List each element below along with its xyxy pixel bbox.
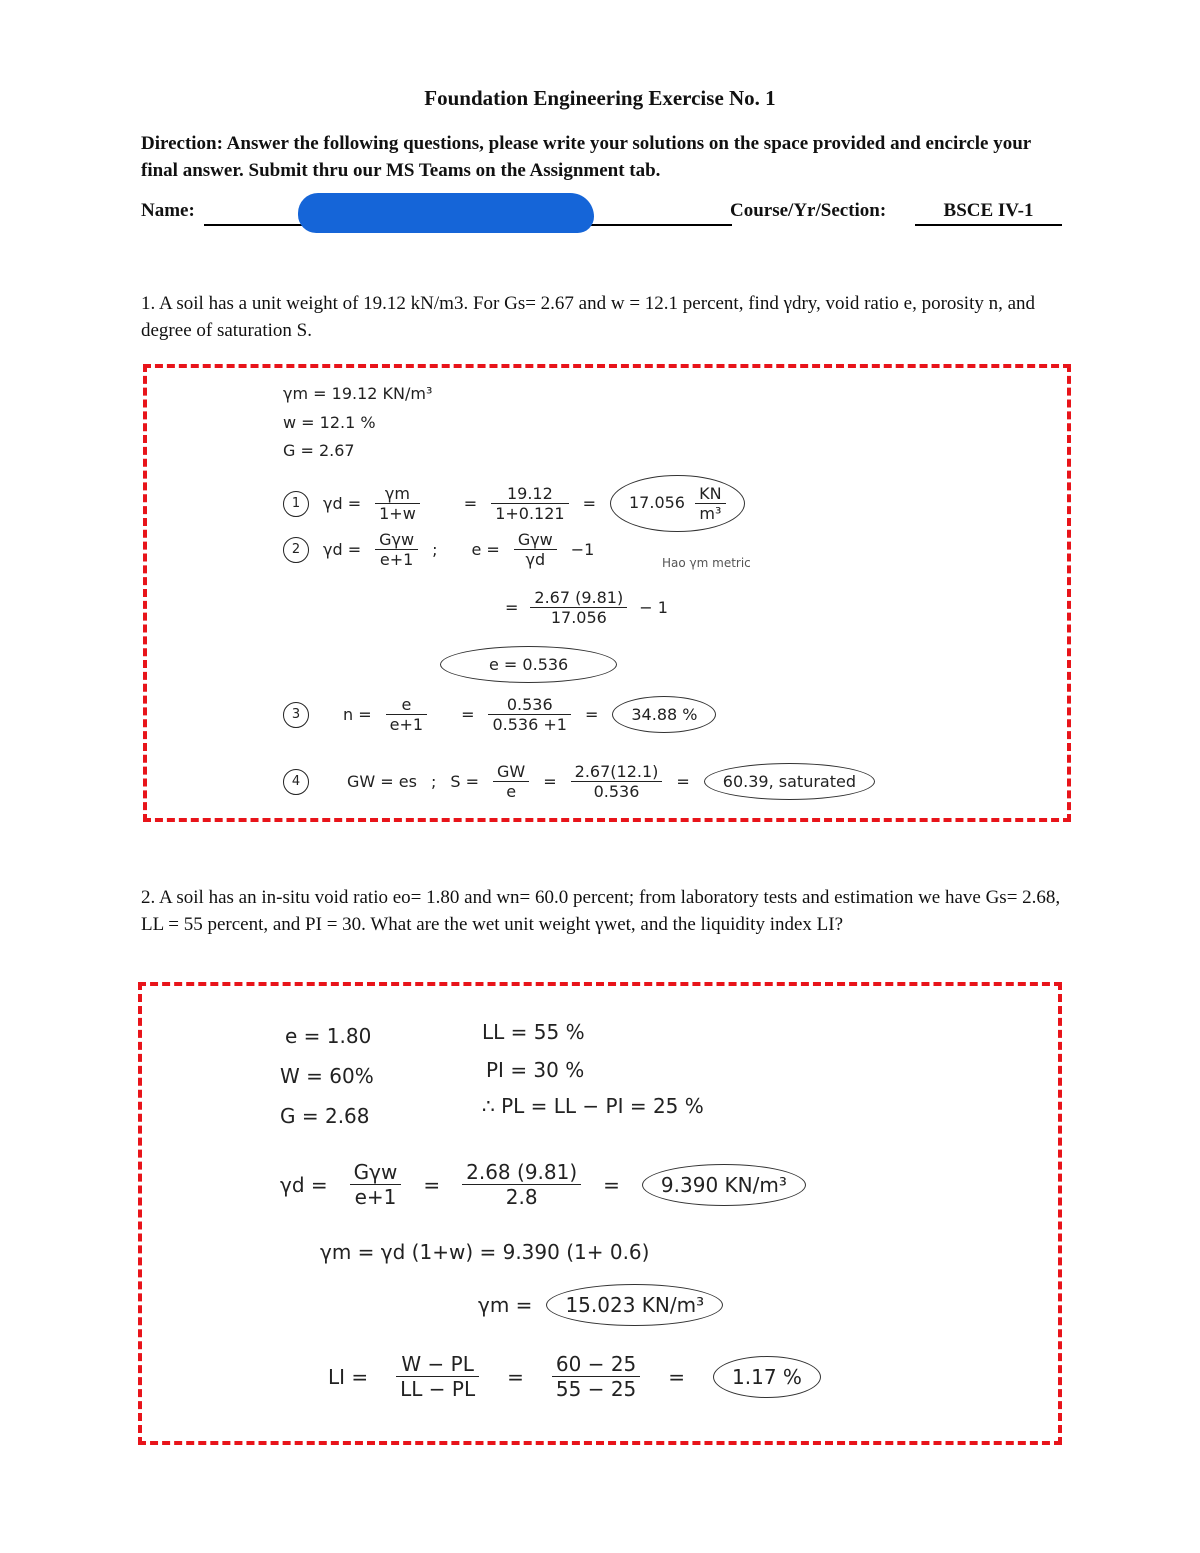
- step-number: 2: [283, 537, 309, 563]
- given-specific-gravity: G = 2.67: [283, 441, 355, 460]
- step-lhs: γd =: [323, 494, 362, 513]
- step-number: 4: [283, 769, 309, 795]
- given-plasticity-index: PI = 30 %: [486, 1058, 585, 1082]
- step-number: 3: [283, 702, 309, 728]
- question-2-text: 2. A soil has an in-situ void ratio eo= 1.80 and wn= 60.0 percent; from laboratory tests and estimation we have Gs= 2.68, LL = 55 percent, and PI = 30. What are the wet unit weight γwet, and the liquidity index LI?: [141, 887, 1061, 935]
- step-number: 1: [283, 491, 309, 517]
- fraction: $\frac{19.12}{1+0.121}$: [491, 484, 568, 523]
- question-1-text: 1. A soil has a unit weight of 19.12 kN/m3. For Gs= 2.67 and w = 12.1 percent, find γdry, void ratio e, porosity n, and degree of saturation S.: [141, 293, 1036, 341]
- step-lhs: γd =: [323, 540, 362, 559]
- answer-oval-void-ratio: e = 0.536: [440, 646, 617, 683]
- directions-text: Direction: Answer the following questions, please write your solutions on the space provided and encircle your final answer. Submit thru our MS Teams on the Assignment tab.: [141, 133, 1031, 181]
- fraction: $\frac{\text{Gγw}}{\gamma d}$: [514, 530, 557, 569]
- fraction: $\frac{2.68 (9.81)}{2.8}$: [462, 1160, 581, 1209]
- wet-unit-weight-result: γm = 15.023 KN/m³: [478, 1284, 723, 1326]
- fraction: $\frac{W - PL}{LL - PL}$: [396, 1352, 479, 1401]
- fraction: $\frac{60 - 25}{55 - 25}$: [552, 1352, 640, 1401]
- given-void-ratio: e = 1.80: [285, 1024, 372, 1048]
- given-unit-weight: γm = 19.12 KN/m³: [283, 384, 433, 403]
- answer-oval: 9.390 KN/m³: [642, 1164, 806, 1206]
- page-title: Foundation Engineering Exercise No. 1: [424, 86, 776, 110]
- answer-oval: 34.88 %: [612, 696, 716, 733]
- name-label: Name:: [141, 200, 195, 221]
- fraction: $\frac{\text{Gγw}}{e+1}$: [350, 1160, 402, 1209]
- wet-unit-weight-calc: γm = γd (1+w) = 9.390 (1+ 0.6): [320, 1240, 650, 1264]
- course-value: BSCE IV-1: [943, 200, 1034, 221]
- step-4: 4 GW = es ; S = $\frac{GW}{e}$ = $\frac{2.67(12.1)}{0.536}$ = 60.39, saturated: [283, 762, 875, 801]
- fraction: $\frac{2.67 (9.81)}{17.056}$: [530, 588, 627, 627]
- plastic-limit-calc: ∴ PL = LL − PI = 25 %: [482, 1094, 704, 1118]
- answer-oval: 15.023 KN/m³: [546, 1284, 723, 1326]
- fraction: $\frac{\gamma m}{1+w}$: [375, 484, 420, 523]
- step-1: 1 γd = $\frac{\gamma m}{1+w}$ = $\frac{19.12}{1+0.121}$ = 17.056 $\frac{KN}{\text{m³}}$: [283, 475, 745, 532]
- given-water-content: W = 60%: [280, 1064, 374, 1088]
- fraction: $\frac{e}{e+1}$: [386, 695, 427, 734]
- answer-oval: 1.17 %: [713, 1356, 821, 1398]
- course-underline: [915, 224, 1062, 226]
- name-course-row: [141, 200, 1061, 230]
- margin-note: Hao γm metric: [662, 556, 751, 570]
- step-2: 2 γd = $\frac{\text{Gγw}}{e+1}$ ; e = $\frac{\text{Gγw}}{\gamma d}$ −1: [283, 530, 594, 569]
- given-liquid-limit: LL = 55 %: [482, 1020, 585, 1044]
- answer-oval: 60.39, saturated: [704, 763, 875, 800]
- fraction: $\frac{0.536}{0.536 +1}$: [488, 695, 570, 734]
- fraction: $\frac{2.67(12.1)}{0.536}$: [571, 762, 663, 801]
- liquidity-index-calc: LI = $\frac{W - PL}{LL - PL}$ = $\frac{60 - 25}{55 - 25}$ = 1.17 %: [328, 1352, 821, 1401]
- given-water-content: w = 12.1 %: [283, 413, 376, 432]
- redaction-mark: [298, 193, 594, 233]
- fraction: $\frac{\text{Gγw}}{e+1}$: [375, 530, 418, 569]
- course-label: Course/Yr/Section:: [730, 200, 887, 221]
- step-2-calc: = $\frac{2.67 (9.81)}{17.056}$ − 1: [505, 588, 668, 627]
- given-specific-gravity: G = 2.68: [280, 1104, 370, 1128]
- dry-unit-weight-calc: γd = $\frac{\text{Gγw}}{e+1}$ = $\frac{2.68 (9.81)}{2.8}$ = 9.390 KN/m³: [280, 1160, 806, 1209]
- step-3: 3 n = $\frac{e}{e+1}$ = $\frac{0.536}{0.536 +1}$ = 34.88 %: [283, 695, 716, 734]
- fraction: $\frac{GW}{e}$: [493, 762, 529, 801]
- answer-oval: 17.056 $\frac{KN}{\text{m³}}$: [610, 475, 745, 532]
